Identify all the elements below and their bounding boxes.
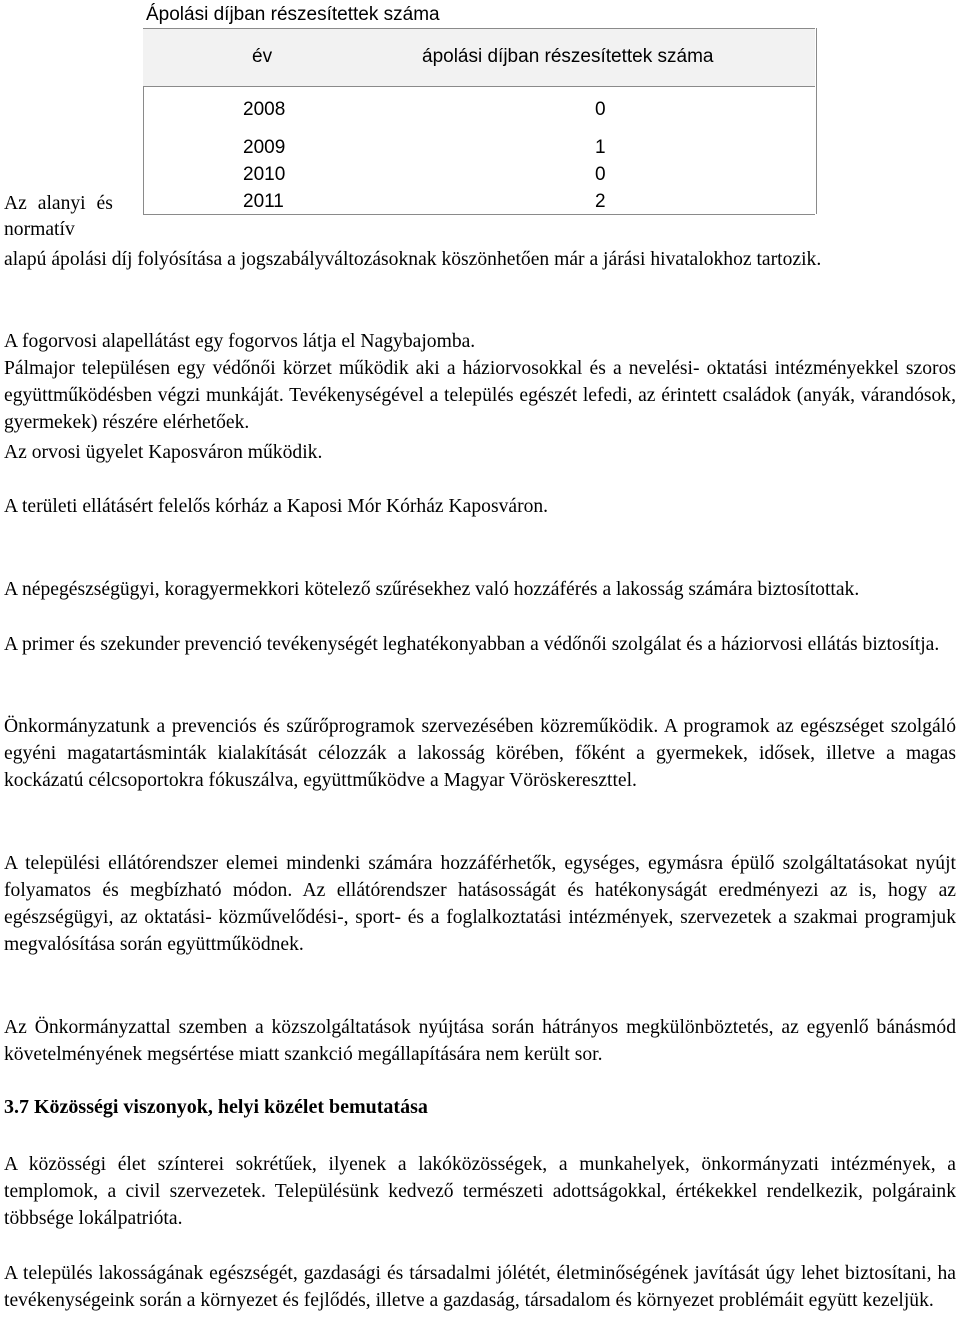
paragraph-equal-treatment: Az Önkormányzattal szemben a közszolgáltatások nyújtása során hátrányos megkülönböztetés, az egyenlő bánásmód követelményének megsértése miatt szankció megállapítására nem került sor. [4,1017,956,1065]
paragraph-wellbeing: A település lakosságának egészségét, gazdasági és társadalmi jólétét, életminőségének javítását úgy lehet biztosítani, ha tevékenységeink során a környezet és fejlődés, illetve a gazdaság, társadalom és környezet problémáit együtt kezeljük. [4,1263,956,1311]
header-count: ápolási díjban részesítettek száma [422,46,714,67]
paragraph-programs: Önkormányzatunk a prevenciós és szűrőprogramok szervezésében közreműködik. A programok az egészséget szolgáló egyéni magatartásminták kialakítását célozzák a lakosság körében, főként a gyermekek, idősek, illetve a magas kockázatú célcsoportokra fókuszálva, együttműködve a Magyar Vöröskereszttel. [4,716,956,791]
table-cell-value: 2 [595,191,606,212]
paragraph-hospital: A területi ellátásért felelős kórház a Kaposi Mór Kórház Kaposváron. [4,496,549,517]
paragraph-prevention: A primer és szekunder prevenció tevékenységét leghatékonyabban a védőnői szolgálat és a háziorvosi ellátás biztosítja. [4,634,940,655]
table-cell-value: 0 [595,99,606,120]
paragraph-screening: A népegészségügyi, koragyermekkori kötelező szűrésekhez való hozzáférés a lakosság számára biztosítottak. [4,579,860,600]
paragraph-nursing-fee: alapú ápolási díj folyósítása a jogszabályváltozásoknak köszönhetően már a járási hivatalokhoz tartozik. [4,249,822,270]
paragraph-lead: Az alanyi és [4,193,113,214]
header-year: év [252,46,273,67]
table-cell-value: 0 [595,164,606,185]
table-cell-year: 2009 [243,137,286,158]
table-cell-year: 2011 [243,191,284,212]
paragraph-care-system: A települési ellátórendszer elemei mindenki számára hozzáférhetők, egységes, egymásra épülő szolgáltatásokat nyújt folyamatos és megbízható módon. Az ellátórendszer hatásosságát és hatékonyságát eredményezi az is, hogy az egészségügyi, az oktatási- közművelődési-, sport- és a foglalkoztatási intézmények, szervezetek a szakmai programjuk megvalósítása során együttműködnek. [4,853,956,955]
table-cell-value: 1 [595,137,606,158]
table-cell-year: 2008 [243,99,286,120]
paragraph-on-call: Az orvosi ügyelet Kaposváron működik. [4,442,323,463]
paragraph-community: A közösségi élet színterei sokrétűek, ilyenek a lakóközösségek, a munkahelyek, önkormányzati intézmények, a templomok, a civil szervezetek. Településünk kedvező természeti adottságokkal, értékekkel rendelkezik, polgáraink többsége lokálpatrióta. [4,1154,956,1229]
table-cell-year: 2010 [243,164,286,185]
section-heading: 3.7 Közösségi viszonyok, helyi közélet bemutatása [4,1096,428,1118]
table-bottom-border [143,214,815,215]
paragraph-health-visitor: Pálmajor településen egy védőnői körzet működik aki a háziorvosokkal és a nevelési- oktatási intézményekkel szoros együttműködésben végzi munkáját. Tevékenységével a település egészét lefedi, az érintett családok (anyák, várandósok, gyermekek) részére elérhetőek. [4,358,956,433]
paragraph-lead-line: normatív [4,219,75,240]
paragraph-dental: A fogorvosi alapellátást egy fogorvos látja el Nagybajomba. [4,331,476,352]
table-title: Ápolási díjban részesítettek száma [146,4,440,25]
